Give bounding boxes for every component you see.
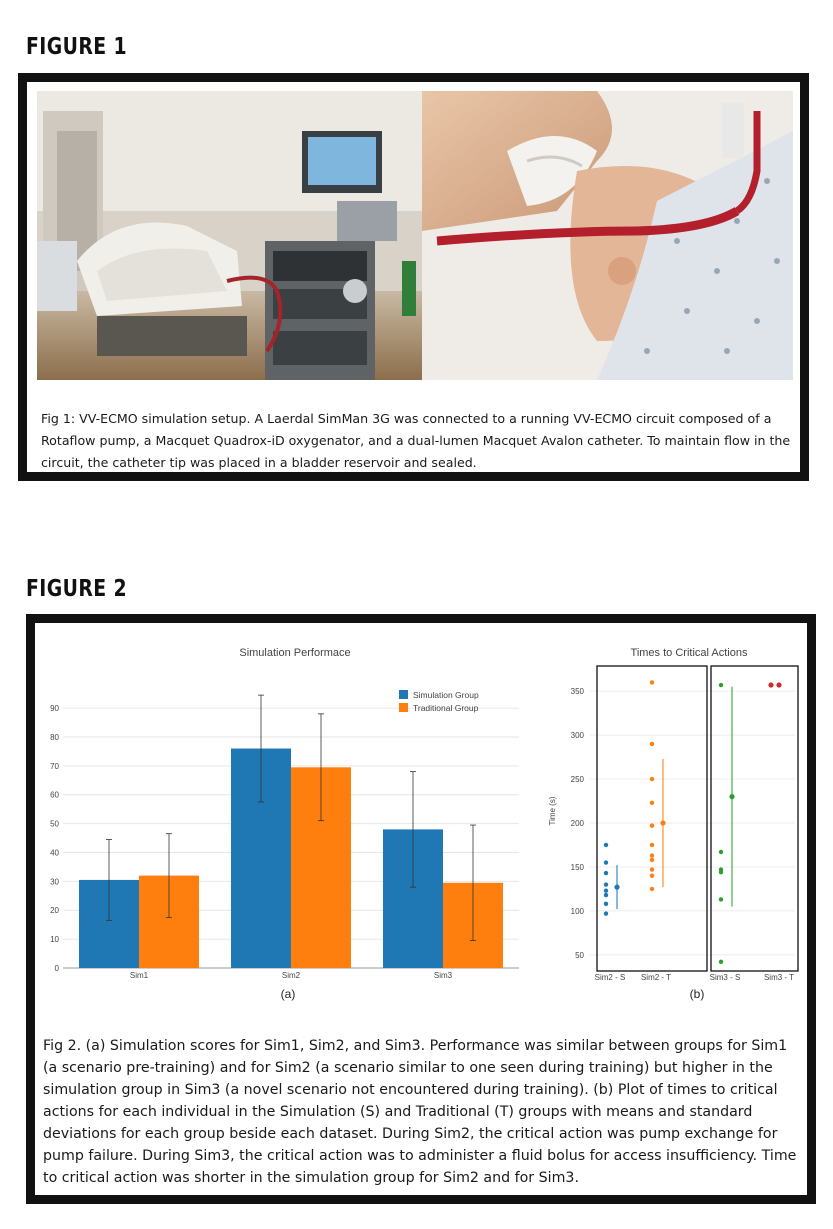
data-point — [604, 843, 608, 847]
data-point — [719, 683, 723, 687]
legend-entry: Simulation Group — [413, 690, 479, 700]
data-point — [650, 853, 654, 857]
scatter-chart-y-axis — [571, 687, 585, 960]
x-tick-label: Sim3 — [433, 971, 453, 980]
bar-chart — [50, 647, 519, 1001]
data-point — [776, 682, 781, 687]
data-point — [650, 867, 654, 871]
y-tick-label: 50 — [50, 819, 59, 829]
sim3-group-box — [711, 666, 798, 971]
x-tick-label: Sim3 - T — [763, 973, 795, 982]
figure2-heading: FIGURE 2 — [26, 576, 128, 602]
data-point — [650, 823, 654, 827]
data-point — [604, 902, 608, 906]
data-point — [604, 911, 608, 915]
y-tick-label: 10 — [50, 935, 59, 945]
panel-a-label: (a) — [280, 987, 296, 1001]
sim2-group-box — [597, 666, 707, 971]
scatter-chart — [548, 647, 798, 1001]
x-tick-label: Sim2 - S — [594, 973, 626, 982]
data-point — [719, 960, 723, 964]
scatter-chart-points — [604, 680, 782, 964]
y-tick-label: 60 — [50, 790, 59, 800]
data-point — [604, 860, 608, 864]
figure2-caption: Fig 2. (a) Simulation scores for Sim1, Sim2, and Sim3. Performance was similar between groups for Sim1 (a scenario pre-training) and for Sim2 (a scenario similar to one seen during training) but higher in the simulation group in Sim3 (a novel scenario not encountered during training). (b) Plot of times to critical actions for each individual in the Simulation (S) and Traditional (T) groups with means and standard deviations for each group beside each dataset. During Sim2, the critical action was pump exchange for pump failure. During Sim3, the critical action was to administer a fluid bolus for access insufficiency. Time to critical action was shorter in the simulation group for Sim2 and for Sim3. — [43, 1038, 797, 1186]
figure2-frame — [26, 614, 816, 1204]
y-tick-label: 80 — [50, 732, 59, 742]
data-point — [650, 680, 654, 684]
figure2-charts — [35, 623, 807, 1023]
data-point — [719, 870, 723, 874]
data-point — [604, 871, 608, 875]
data-point — [650, 843, 654, 847]
y-tick-label: 70 — [50, 761, 59, 771]
figure1-frame — [18, 73, 809, 481]
y-tick-label: 0 — [54, 964, 59, 973]
y-tick-label: 300 — [570, 731, 584, 741]
data-point — [719, 897, 723, 901]
data-point — [650, 874, 654, 878]
ecmo-simulation-photo — [37, 91, 793, 380]
scatter-chart-x-axis — [595, 973, 794, 982]
data-point — [604, 888, 608, 892]
x-tick-label: Sim3 - S — [709, 973, 741, 982]
bar-chart-title: Simulation Performace — [239, 647, 351, 659]
scatter-chart-group-boxes — [597, 666, 798, 971]
y-tick-label: 350 — [570, 687, 584, 697]
figure1-heading: FIGURE 1 — [26, 34, 128, 60]
legend-entry: Traditional Group — [413, 703, 479, 713]
data-point — [650, 742, 654, 746]
bar-chart-x-axis — [130, 971, 453, 980]
scatter-chart-y-axis-title: Time (s) — [548, 796, 557, 826]
mean-point — [729, 794, 734, 799]
mean-point — [614, 885, 619, 890]
data-point — [768, 682, 773, 687]
y-tick-label: 40 — [50, 848, 59, 858]
x-tick-label: Sim2 — [281, 971, 301, 980]
bar-chart-bars — [79, 695, 503, 968]
data-point — [719, 850, 723, 854]
data-point — [604, 882, 608, 886]
x-tick-label: Sim1 — [129, 971, 149, 980]
y-tick-label: 250 — [570, 775, 584, 785]
y-tick-label: 20 — [50, 906, 59, 916]
x-tick-label: Sim2 - T — [640, 973, 672, 982]
y-tick-label: 100 — [570, 906, 584, 916]
figure1-caption: Fig 1: VV-ECMO simulation setup. A Laerdal SimMan 3G was connected to a running VV-ECMO circuit composed of a Rotaflow pump, a Macquet Quadrox-iD oxygenator, and a dual-lumen Macquet Avalon catheter. To maintain flow in the circuit, the catheter tip was placed in a bladder reservoir and sealed. — [41, 411, 791, 470]
y-tick-label: 90 — [50, 704, 59, 714]
data-point — [650, 777, 654, 781]
y-tick-label: 150 — [570, 862, 584, 872]
legend-swatch — [399, 703, 408, 712]
panel-b-label: (b) — [689, 987, 705, 1001]
scatter-chart-title: Times to Critical Actions — [630, 647, 748, 659]
y-tick-label: 30 — [50, 877, 59, 887]
scatter-chart-gridlines — [590, 691, 795, 955]
mean-point — [660, 820, 665, 825]
data-point — [650, 887, 654, 891]
data-point — [604, 893, 608, 897]
y-tick-label: 50 — [575, 950, 584, 960]
data-point — [650, 801, 654, 805]
data-point — [650, 858, 654, 862]
bar-chart-y-axis — [50, 704, 59, 973]
y-tick-label: 200 — [570, 819, 584, 828]
legend-swatch — [399, 690, 408, 699]
bar-chart-legend — [399, 690, 479, 713]
